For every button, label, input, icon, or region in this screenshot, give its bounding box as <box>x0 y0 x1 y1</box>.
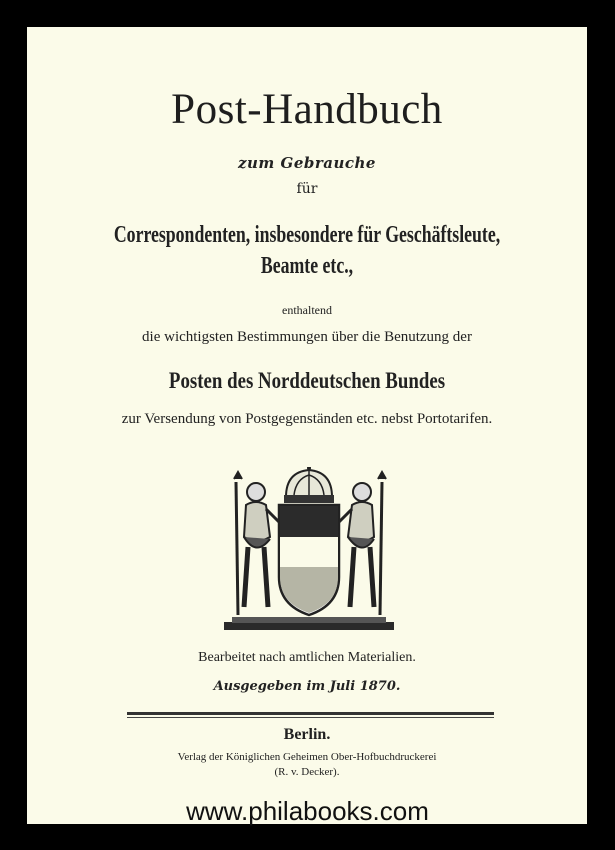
shield-icon <box>279 505 339 615</box>
right-supporter-figure <box>334 472 386 615</box>
left-supporter-figure <box>234 472 284 615</box>
divider-thin <box>127 717 494 718</box>
audience-line-2: Beamte etc., <box>260 253 354 279</box>
issue-date: Ausgegeben im Juli 1870. <box>213 679 401 694</box>
publisher-name: (R. v. Decker). <box>274 766 340 778</box>
subtitle: zum Gebrauche <box>238 154 376 172</box>
containing-line: enthaltend <box>282 303 332 317</box>
website-url: www.philabooks.com <box>186 796 429 826</box>
crown-icon <box>284 467 334 503</box>
for-line: für <box>296 181 318 197</box>
edited-note: Bearbeitet nach amtlichen Materialien. <box>198 650 416 665</box>
coat-of-arms-illustration <box>214 467 404 642</box>
city: Berlin. <box>283 726 331 743</box>
content-line: die wichtigsten Bestimmungen über die Benutzung der <box>142 329 472 345</box>
publisher: Verlag der Königlichen Geheimen Ober-Hofbuchdruckerei <box>177 751 437 763</box>
posten-heading: Posten des Norddeutschen Bundes <box>168 368 446 393</box>
title-page <box>27 27 587 824</box>
audience-line-1: Correspondenten, insbesondere für Geschäftsleute, <box>113 222 501 248</box>
versendung-line: zur Versendung von Postgegenständen etc. nebst Portotarifen. <box>121 411 493 427</box>
divider-thick <box>127 712 494 715</box>
book-title: Post-Handbuch <box>171 86 443 133</box>
